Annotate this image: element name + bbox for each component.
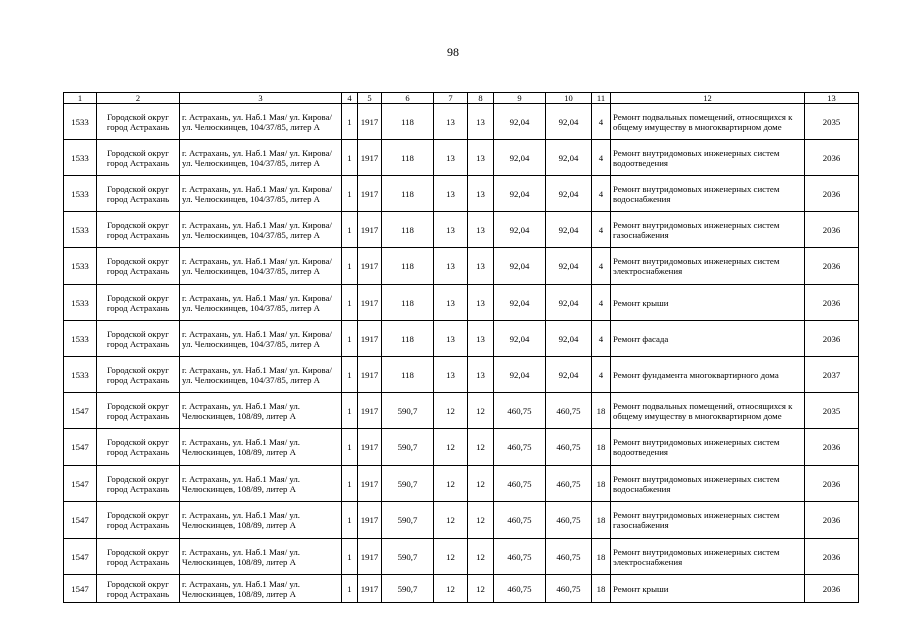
planned-year-cell: 2035 [805, 393, 859, 429]
object-id-cell: 1547 [64, 429, 97, 466]
address-cell: г. Астрахань, ул. Наб.1 Мая/ ул. Челюскинцев, 108/89, литер А [180, 393, 342, 429]
col7-cell: 12 [434, 539, 468, 575]
municipality-cell: Городской округ город Астрахань [97, 176, 180, 212]
column-number-header: 9 [494, 93, 546, 104]
area-cell: 460,75 [494, 575, 546, 603]
table-row [64, 212, 859, 248]
col4-cell: 1 [342, 140, 358, 176]
residents-cell: 18 [592, 393, 611, 429]
col8-cell: 13 [468, 212, 494, 248]
table-row [64, 176, 859, 212]
column-number-header: 8 [468, 93, 494, 104]
living-area-cell: 460,75 [546, 575, 592, 603]
planned-year-cell: 2036 [805, 212, 859, 248]
object-id-cell: 1547 [64, 502, 97, 539]
municipality-cell: Городской округ город Астрахань [97, 575, 180, 603]
address-cell: г. Астрахань, ул. Наб.1 Мая/ ул. Кирова/ ул. Челюскинцев, 104/37/85, литер А [180, 104, 342, 140]
object-id-cell: 1533 [64, 285, 97, 321]
col4-cell: 1 [342, 176, 358, 212]
municipality-cell: Городской округ город Астрахань [97, 285, 180, 321]
construction-year-cell: 1917 [358, 104, 382, 140]
living-area-cell: 92,04 [546, 357, 592, 393]
living-area-cell: 460,75 [546, 539, 592, 575]
table-row [64, 140, 859, 176]
table-row [64, 466, 859, 502]
total-area-cell: 118 [382, 212, 434, 248]
col8-cell: 13 [468, 140, 494, 176]
object-id-cell: 1547 [64, 466, 97, 502]
col8-cell: 13 [468, 357, 494, 393]
municipality-cell: Городской округ город Астрахань [97, 393, 180, 429]
area-cell: 92,04 [494, 248, 546, 285]
residents-cell: 18 [592, 429, 611, 466]
total-area-cell: 118 [382, 176, 434, 212]
construction-year-cell: 1917 [358, 539, 382, 575]
living-area-cell: 92,04 [546, 212, 592, 248]
table-row [64, 248, 859, 285]
residents-cell: 18 [592, 466, 611, 502]
col8-cell: 12 [468, 539, 494, 575]
col8-cell: 12 [468, 575, 494, 603]
repair-work-cell: Ремонт подвальных помещений, относящихся к общему имуществу в многоквартирном доме [611, 393, 805, 429]
residents-cell: 4 [592, 104, 611, 140]
construction-year-cell: 1917 [358, 357, 382, 393]
planned-year-cell: 2037 [805, 357, 859, 393]
table-row [64, 104, 859, 140]
area-cell: 92,04 [494, 321, 546, 357]
table-row [64, 539, 859, 575]
living-area-cell: 460,75 [546, 466, 592, 502]
col7-cell: 13 [434, 248, 468, 285]
repair-work-cell: Ремонт внутридомовых инженерных систем электроснабжения [611, 539, 805, 575]
planned-year-cell: 2036 [805, 575, 859, 603]
repair-work-cell: Ремонт внутридомовых инженерных систем водоотведения [611, 429, 805, 466]
object-id-cell: 1533 [64, 357, 97, 393]
construction-year-cell: 1917 [358, 575, 382, 603]
address-cell: г. Астрахань, ул. Наб.1 Мая/ ул. Кирова/ ул. Челюскинцев, 104/37/85, литер А [180, 321, 342, 357]
area-cell: 92,04 [494, 212, 546, 248]
living-area-cell: 92,04 [546, 321, 592, 357]
address-cell: г. Астрахань, ул. Наб.1 Мая/ ул. Кирова/ ул. Челюскинцев, 104/37/85, литер А [180, 176, 342, 212]
municipality-cell: Городской округ город Астрахань [97, 466, 180, 502]
repair-work-cell: Ремонт внутридомовых инженерных систем водоотведения [611, 140, 805, 176]
object-id-cell: 1547 [64, 393, 97, 429]
column-number-header: 1 [64, 93, 97, 104]
col7-cell: 13 [434, 285, 468, 321]
total-area-cell: 590,7 [382, 466, 434, 502]
residents-cell: 4 [592, 176, 611, 212]
col4-cell: 1 [342, 502, 358, 539]
residents-cell: 4 [592, 357, 611, 393]
col7-cell: 12 [434, 393, 468, 429]
address-cell: г. Астрахань, ул. Наб.1 Мая/ ул. Челюскинцев, 108/89, литер А [180, 575, 342, 603]
table-row [64, 321, 859, 357]
col4-cell: 1 [342, 357, 358, 393]
column-number-header: 13 [805, 93, 859, 104]
area-cell: 460,75 [494, 539, 546, 575]
capital-repair-table [63, 92, 859, 603]
col4-cell: 1 [342, 321, 358, 357]
object-id-cell: 1533 [64, 248, 97, 285]
area-cell: 92,04 [494, 285, 546, 321]
column-number-header: 3 [180, 93, 342, 104]
residents-cell: 18 [592, 502, 611, 539]
total-area-cell: 590,7 [382, 502, 434, 539]
column-number-row [64, 93, 859, 104]
total-area-cell: 118 [382, 248, 434, 285]
residents-cell: 4 [592, 321, 611, 357]
col7-cell: 13 [434, 104, 468, 140]
table-row [64, 429, 859, 466]
municipality-cell: Городской округ город Астрахань [97, 140, 180, 176]
total-area-cell: 118 [382, 357, 434, 393]
object-id-cell: 1547 [64, 539, 97, 575]
construction-year-cell: 1917 [358, 393, 382, 429]
repair-work-cell: Ремонт внутридомовых инженерных систем газоснабжения [611, 502, 805, 539]
col7-cell: 13 [434, 357, 468, 393]
column-number-header: 4 [342, 93, 358, 104]
total-area-cell: 118 [382, 321, 434, 357]
table-row [64, 285, 859, 321]
municipality-cell: Городской округ город Астрахань [97, 357, 180, 393]
col7-cell: 13 [434, 176, 468, 212]
col7-cell: 12 [434, 502, 468, 539]
planned-year-cell: 2036 [805, 539, 859, 575]
object-id-cell: 1533 [64, 140, 97, 176]
construction-year-cell: 1917 [358, 285, 382, 321]
table-row [64, 575, 859, 603]
col8-cell: 13 [468, 285, 494, 321]
address-cell: г. Астрахань, ул. Наб.1 Мая/ ул. Кирова/ ул. Челюскинцев, 104/37/85, литер А [180, 285, 342, 321]
col4-cell: 1 [342, 212, 358, 248]
residents-cell: 18 [592, 539, 611, 575]
construction-year-cell: 1917 [358, 248, 382, 285]
repair-work-cell: Ремонт фасада [611, 321, 805, 357]
col8-cell: 13 [468, 176, 494, 212]
address-cell: г. Астрахань, ул. Наб.1 Мая/ ул. Челюскинцев, 108/89, литер А [180, 466, 342, 502]
total-area-cell: 118 [382, 140, 434, 176]
col7-cell: 12 [434, 429, 468, 466]
table-row [64, 393, 859, 429]
address-cell: г. Астрахань, ул. Наб.1 Мая/ ул. Челюскинцев, 108/89, литер А [180, 539, 342, 575]
object-id-cell: 1533 [64, 176, 97, 212]
total-area-cell: 118 [382, 285, 434, 321]
total-area-cell: 590,7 [382, 393, 434, 429]
planned-year-cell: 2036 [805, 285, 859, 321]
col4-cell: 1 [342, 285, 358, 321]
area-cell: 460,75 [494, 502, 546, 539]
col4-cell: 1 [342, 429, 358, 466]
col7-cell: 12 [434, 466, 468, 502]
col4-cell: 1 [342, 466, 358, 502]
repair-work-cell: Ремонт крыши [611, 575, 805, 603]
col8-cell: 12 [468, 393, 494, 429]
municipality-cell: Городской округ город Астрахань [97, 429, 180, 466]
residents-cell: 4 [592, 140, 611, 176]
address-cell: г. Астрахань, ул. Наб.1 Мая/ ул. Кирова/ ул. Челюскинцев, 104/37/85, литер А [180, 140, 342, 176]
living-area-cell: 460,75 [546, 393, 592, 429]
area-cell: 92,04 [494, 104, 546, 140]
area-cell: 92,04 [494, 140, 546, 176]
living-area-cell: 460,75 [546, 502, 592, 539]
total-area-cell: 590,7 [382, 539, 434, 575]
area-cell: 460,75 [494, 466, 546, 502]
municipality-cell: Городской округ город Астрахань [97, 539, 180, 575]
repair-work-cell: Ремонт фундамента многоквартирного дома [611, 357, 805, 393]
construction-year-cell: 1917 [358, 140, 382, 176]
table-row [64, 502, 859, 539]
living-area-cell: 460,75 [546, 429, 592, 466]
municipality-cell: Городской округ город Астрахань [97, 212, 180, 248]
planned-year-cell: 2036 [805, 466, 859, 502]
col8-cell: 13 [468, 248, 494, 285]
residents-cell: 18 [592, 575, 611, 603]
address-cell: г. Астрахань, ул. Наб.1 Мая/ ул. Челюскинцев, 108/89, литер А [180, 502, 342, 539]
column-number-header: 5 [358, 93, 382, 104]
living-area-cell: 92,04 [546, 104, 592, 140]
address-cell: г. Астрахань, ул. Наб.1 Мая/ ул. Кирова/ ул. Челюскинцев, 104/37/85, литер А [180, 357, 342, 393]
planned-year-cell: 2036 [805, 502, 859, 539]
object-id-cell: 1547 [64, 575, 97, 603]
col8-cell: 13 [468, 321, 494, 357]
address-cell: г. Астрахань, ул. Наб.1 Мая/ ул. Кирова/ ул. Челюскинцев, 104/37/85, литер А [180, 248, 342, 285]
col4-cell: 1 [342, 575, 358, 603]
address-cell: г. Астрахань, ул. Наб.1 Мая/ ул. Челюскинцев, 108/89, литер А [180, 429, 342, 466]
municipality-cell: Городской округ город Астрахань [97, 104, 180, 140]
column-number-header: 2 [97, 93, 180, 104]
planned-year-cell: 2036 [805, 140, 859, 176]
column-number-header: 6 [382, 93, 434, 104]
object-id-cell: 1533 [64, 321, 97, 357]
repair-work-cell: Ремонт внутридомовых инженерных систем водоснабжения [611, 176, 805, 212]
col7-cell: 13 [434, 321, 468, 357]
residents-cell: 4 [592, 248, 611, 285]
object-id-cell: 1533 [64, 104, 97, 140]
col4-cell: 1 [342, 104, 358, 140]
planned-year-cell: 2036 [805, 176, 859, 212]
address-cell: г. Астрахань, ул. Наб.1 Мая/ ул. Кирова/ ул. Челюскинцев, 104/37/85, литер А [180, 212, 342, 248]
object-id-cell: 1533 [64, 212, 97, 248]
col8-cell: 13 [468, 104, 494, 140]
construction-year-cell: 1917 [358, 321, 382, 357]
area-cell: 92,04 [494, 357, 546, 393]
repair-work-cell: Ремонт внутридомовых инженерных систем электроснабжения [611, 248, 805, 285]
total-area-cell: 590,7 [382, 429, 434, 466]
municipality-cell: Городской округ город Астрахань [97, 321, 180, 357]
residents-cell: 4 [592, 212, 611, 248]
living-area-cell: 92,04 [546, 176, 592, 212]
planned-year-cell: 2036 [805, 429, 859, 466]
area-cell: 460,75 [494, 429, 546, 466]
municipality-cell: Городской округ город Астрахань [97, 248, 180, 285]
area-cell: 460,75 [494, 393, 546, 429]
column-number-header: 7 [434, 93, 468, 104]
construction-year-cell: 1917 [358, 176, 382, 212]
col8-cell: 12 [468, 429, 494, 466]
repair-work-cell: Ремонт внутридомовых инженерных систем газоснабжения [611, 212, 805, 248]
planned-year-cell: 2036 [805, 248, 859, 285]
page-number: 98 [447, 45, 459, 59]
repair-work-cell: Ремонт подвальных помещений, относящихся к общему имуществу в многоквартирном доме [611, 104, 805, 140]
col8-cell: 12 [468, 466, 494, 502]
area-cell: 92,04 [494, 176, 546, 212]
total-area-cell: 590,7 [382, 575, 434, 603]
col4-cell: 1 [342, 248, 358, 285]
planned-year-cell: 2036 [805, 321, 859, 357]
column-number-header: 12 [611, 93, 805, 104]
repair-work-cell: Ремонт крыши [611, 285, 805, 321]
residents-cell: 4 [592, 285, 611, 321]
col7-cell: 12 [434, 575, 468, 603]
col8-cell: 12 [468, 502, 494, 539]
col7-cell: 13 [434, 212, 468, 248]
construction-year-cell: 1917 [358, 429, 382, 466]
construction-year-cell: 1917 [358, 466, 382, 502]
total-area-cell: 118 [382, 104, 434, 140]
repair-work-cell: Ремонт внутридомовых инженерных систем водоснабжения [611, 466, 805, 502]
col4-cell: 1 [342, 393, 358, 429]
living-area-cell: 92,04 [546, 248, 592, 285]
column-number-header: 10 [546, 93, 592, 104]
col4-cell: 1 [342, 539, 358, 575]
living-area-cell: 92,04 [546, 140, 592, 176]
column-number-header: 11 [592, 93, 611, 104]
col7-cell: 13 [434, 140, 468, 176]
municipality-cell: Городской округ город Астрахань [97, 502, 180, 539]
table-row [64, 357, 859, 393]
planned-year-cell: 2035 [805, 104, 859, 140]
construction-year-cell: 1917 [358, 212, 382, 248]
living-area-cell: 92,04 [546, 285, 592, 321]
construction-year-cell: 1917 [358, 502, 382, 539]
